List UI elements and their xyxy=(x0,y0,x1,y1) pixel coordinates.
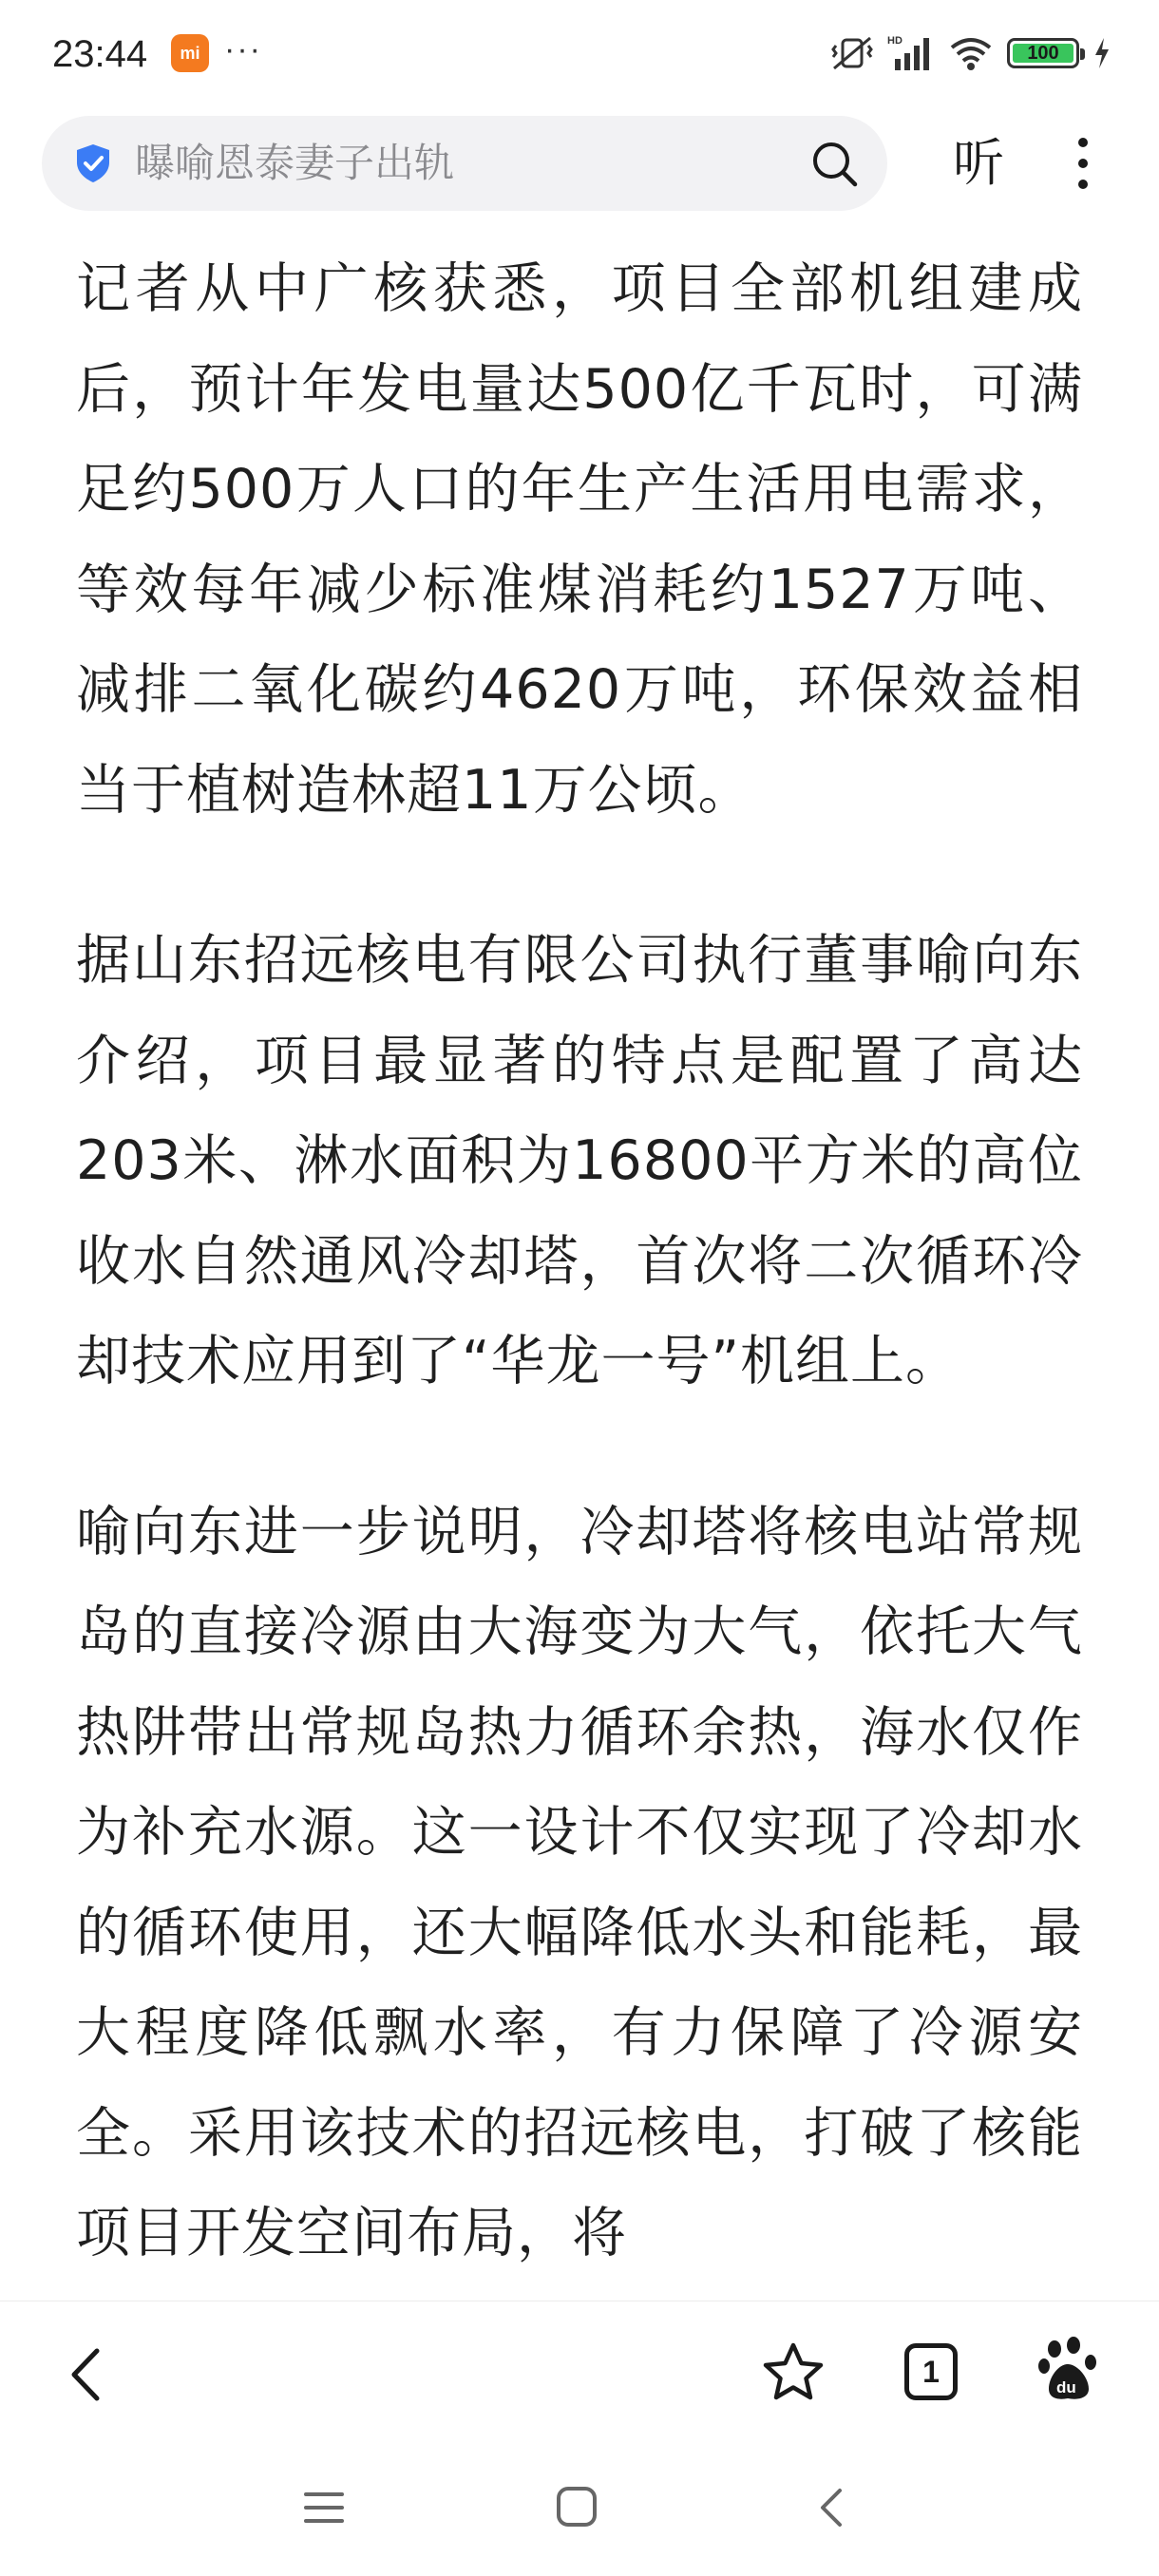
article-paragraph-1: 记者从中广核获悉，项目全部机组建成后，预计年发电量达500亿千瓦时，可满足约500万人口的年生产生活用电需求，等效每年减少标准煤消耗约1527万吨、减排二氧化碳约4620万吨，环保效益相当于植树造林超11万公顷。 xyxy=(76,257,1083,822)
browser-header xyxy=(0,112,1159,217)
system-navigation-bar xyxy=(0,2443,1159,2576)
shield-check-icon xyxy=(72,142,114,184)
article-paragraph-3: 喻向东进一步说明，冷却塔将核电站常规岛的直接冷源由大海变为大气，依托大气热阱带出常规岛热力循环余热，海水仅作为补充水源。这一设计不仅实现了冷却水的循环使用，还大幅降低水头和能耗，最大程度降低飘水率，有力保障了冷源安全。采用该技术的招远核电，打破了核能项目开发空间布局，将 xyxy=(76,1500,1083,2264)
bottom-toolbar xyxy=(0,2301,1159,2444)
article-body xyxy=(76,239,1083,2301)
favorite-star-icon[interactable] xyxy=(760,2339,826,2406)
home-icon[interactable] xyxy=(555,2485,598,2529)
status-time: 23:44 xyxy=(52,33,148,75)
svg-text:HD: HD xyxy=(887,35,902,47)
search-query[interactable]: 曝喻恩泰妻子出轨 xyxy=(135,140,455,186)
more-menu-icon[interactable] xyxy=(1064,135,1102,192)
battery-cap xyxy=(1080,48,1085,60)
tabs-button[interactable]: 1 xyxy=(904,2343,958,2400)
article-paragraph-2: 据山东招远核电有限公司执行董事喻向东介绍，项目最显著的特点是配置了高达203米、淋水面积为16800平方米的高位收水自然通风冷却塔，首次将二次循环冷却技术应用到了“华龙一号”机组上。 xyxy=(76,929,1083,1392)
search-bar[interactable] xyxy=(42,116,887,211)
more-notifications-icon: ··· xyxy=(224,31,262,67)
charging-icon xyxy=(1092,34,1112,72)
back-icon[interactable] xyxy=(61,2341,118,2408)
battery-level: 100 xyxy=(1027,43,1059,64)
system-back-icon[interactable] xyxy=(813,2485,847,2530)
mi-app-icon: mi xyxy=(171,34,209,72)
listen-button[interactable]: 听 xyxy=(953,133,1004,193)
battery-icon xyxy=(1007,38,1079,68)
status-icons xyxy=(830,32,1112,74)
baidu-paw-icon[interactable] xyxy=(1036,2336,1106,2406)
recent-apps-icon[interactable] xyxy=(302,2489,346,2527)
search-icon[interactable] xyxy=(809,139,859,188)
status-bar xyxy=(0,0,1159,104)
hd-signal-icon xyxy=(887,34,935,72)
svg-text:du: du xyxy=(1056,2378,1076,2396)
mute-vibrate-icon xyxy=(830,34,874,72)
wifi-icon xyxy=(948,34,994,72)
